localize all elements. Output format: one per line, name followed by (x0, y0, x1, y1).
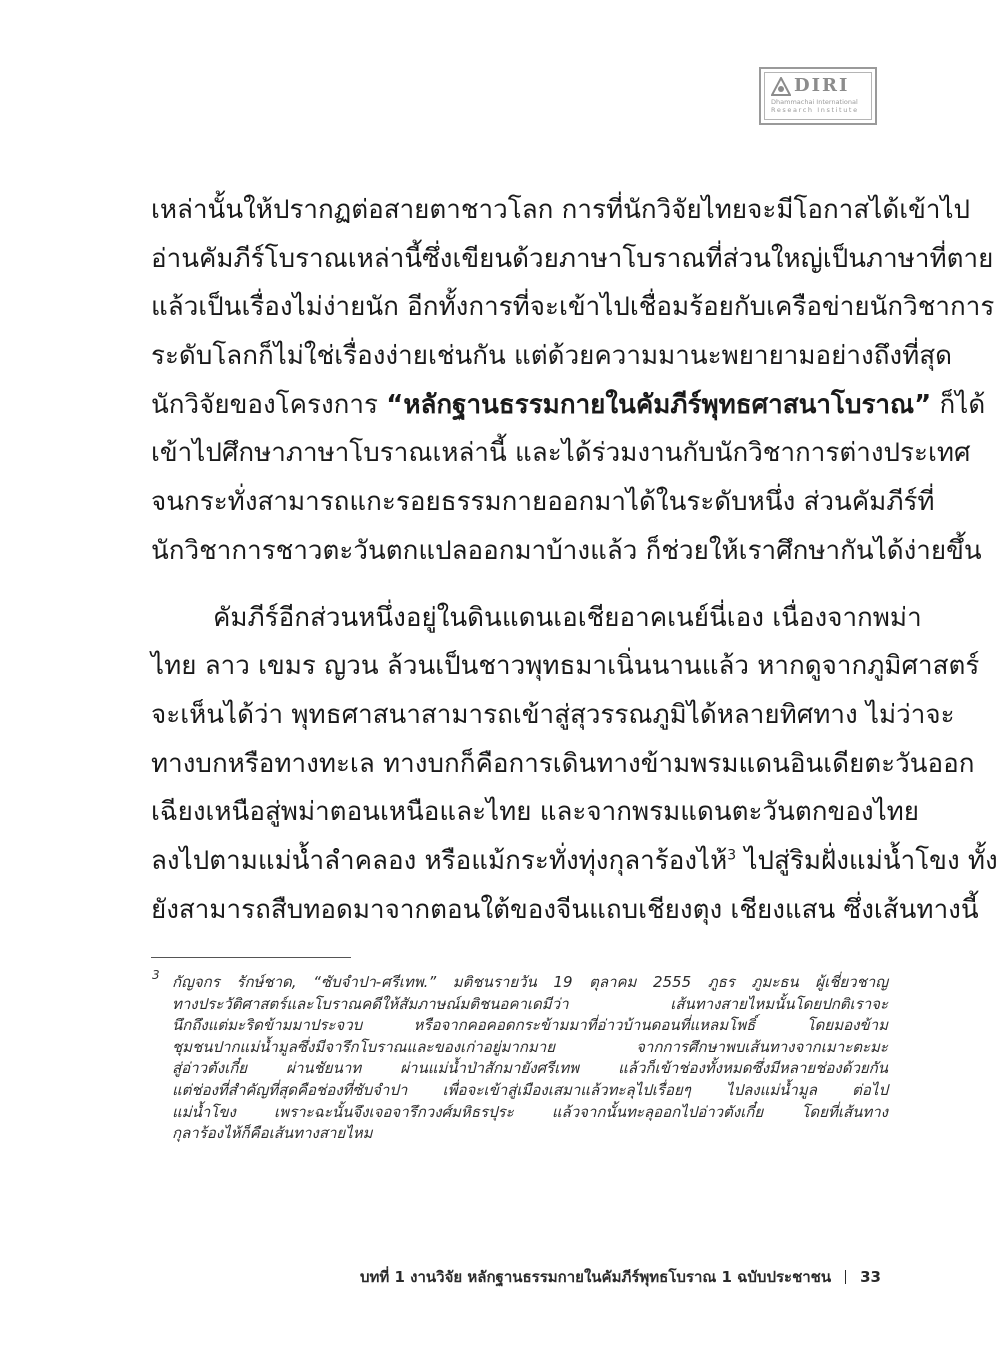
footnote-line: ชุมชนปากแม่น้ำมูลซึ่งมีจารึกโบราณและของเก่าอยู่มากมาย จากการศึกษาพบเส้นทางจากเมาะตะมะ (172, 1037, 888, 1056)
running-footer (360, 1265, 881, 1289)
text-line: แล้วเป็นเรื่องไม่ง่ายนัก อีกทั้งการที่จะเข้าไปเชื่อมร้อยกับเครือข่ายนักวิชาการ (151, 292, 995, 323)
text-line: คัมภีร์อีกส่วนหนึ่งอยู่ในดินแดนเอเชียอาคเนย์นี่เอง เนื่องจากพม่า (213, 602, 922, 633)
project-title: “หลักฐานธรรมกายในคัมภีร์พุทธศาสนาโบราณ” (386, 389, 932, 420)
diri-logo (759, 67, 877, 125)
text-line: จนกระทั่งสามารถแกะรอยธรรมกายออกมาได้ในระดับหนึ่ง ส่วนคัมภีร์ที่ (151, 487, 935, 518)
logo-name: DIRI (794, 75, 850, 96)
footnote-number: 3 (152, 968, 160, 982)
text-segment: ลงไปตามแม่น้ำลำคลอง หรือแม้กระทั่งทุ่งกุลาร้องไห้ (151, 845, 728, 876)
footer-separator (845, 1270, 846, 1284)
logo-triangle-icon (771, 77, 791, 97)
text-line: อ่านคัมภีร์โบราณเหล่านี้ซึ่งเขียนด้วยภาษาโบราณที่ส่วนใหญ่เป็นภาษาที่ตาย (151, 243, 994, 274)
footnote (172, 972, 888, 1145)
footnote-line: แต่ช่องที่สำคัญที่สุดคือช่องที่ซับจำปา เพื่อจะเข้าสู่เมืองเสมาแล้วทะลุไปเรื่อยๆ ไปลงแม่น้ำมูล ต่อไป (172, 1080, 888, 1099)
text-line: เหล่านั้นให้ปรากฏต่อสายตาชาวโลก การที่นักวิจัยไทยจะมีโอกาสได้เข้าไป (151, 195, 971, 225)
logo-subtitle-1: Dhammachai International (771, 98, 858, 106)
text-line (151, 381, 986, 430)
logo-subtitle-2: Research Institute (771, 106, 859, 114)
footnote-line: นึกถึงแต่มะริดข้ามมาประจวบ หรือจากคอคอดกระข้ามมาที่อ่าวบ้านดอนที่แหลมโพธิ์ โดยมองข้าม (172, 1016, 888, 1035)
text-segment: ก็ได้ (931, 389, 986, 420)
chapter-title: บทที่ 1 งานวิจัย หลักฐานธรรมกายในคัมภีร์พุทธโบราณ 1 ฉบับประชาชน (359, 1268, 832, 1286)
footnote-line: แม่น้ำโขง เพราะฉะนั้นจึงเจอจารึกวงศ์มหิธรปุระ แล้วจากนั้นทะลุออกไปอ่าวตังเกี๋ย โดยที่เส้นทาง (172, 1102, 888, 1121)
footnote-line: สู่อ่าวตังเกี๋ย ผ่านชัยนาท ผ่านแม่น้ำป่าสักมายังศรีเทพ แล้วก็เข้าช่องทั้งหมดซึ่งมีหลายช่องด้วยกัน (172, 1059, 888, 1078)
text-line: จะเห็นได้ว่า พุทธศาสนาสามารถเข้าสู่สุวรรณภูมิได้หลายทิศทาง ไม่ว่าจะ (151, 699, 955, 730)
text-line (151, 837, 998, 886)
text-line: ไทย ลาว เขมร ญวน ล้วนเป็นชาวพุทธมาเนิ่นนานแล้ว หากดูจากภูมิศาสตร์ (151, 651, 980, 682)
page-number: 33 (860, 1268, 881, 1286)
footnote-reference[interactable]: 3 (727, 847, 737, 864)
footnote-line: กุลาร้องไห้ก็คือเส้นทางสายไหม (172, 1124, 373, 1143)
footnote-divider (151, 957, 351, 958)
footnote-line: กัญจกร รักษ์ชาด, “ซับจำปา-ศรีเทพ.” มติชนรายวัน 19 ตุลาคม 2555 ภูธร ภูมะธน ผู้เชี่ยวชาญ (172, 973, 888, 991)
text-segment: ไปสู่ริมฝั่งแม่น้ำโขง ทั้ง (736, 845, 998, 876)
main-text (151, 186, 998, 934)
text-line: ยังสามารถสืบทอดมาจากตอนใต้ของจีนแถบเชียงตุง เชียงแสน ซึ่งเส้นทางนี้ (151, 894, 979, 925)
text-line: ระดับโลกก็ไม่ใช่เรื่องง่ายเช่นกัน แต่ด้วยความมานะพยายามอย่างถึงที่สุด (151, 341, 953, 372)
text-line: นักวิชาการชาวตะวันตกแปลออกมาบ้างแล้ว ก็ช่วยให้เราศึกษากันได้ง่ายขึ้น (151, 535, 982, 566)
footnote-line: ทางประวัติศาสตร์และโบราณคดีให้สัมภาษณ์มติชนอคาเดมีว่า เส้นทางสายไหมนั้นโดยปกติเราจะ (172, 994, 888, 1013)
text-segment: นักวิจัยของโครงการ (151, 389, 387, 420)
text-line: เข้าไปศึกษาภาษาโบราณเหล่านี้ และได้ร่วมงานกับนักวิชาการต่างประเทศ (151, 438, 971, 469)
text-line: ทางบกหรือทางทะเล ทางบกก็คือการเดินทางข้ามพรมแดนอินเดียตะวันออก (151, 748, 975, 779)
text-line: เฉียงเหนือสู่พม่าตอนเหนือและไทย และจากพรมแดนตะวันตกของไทย (151, 797, 920, 828)
